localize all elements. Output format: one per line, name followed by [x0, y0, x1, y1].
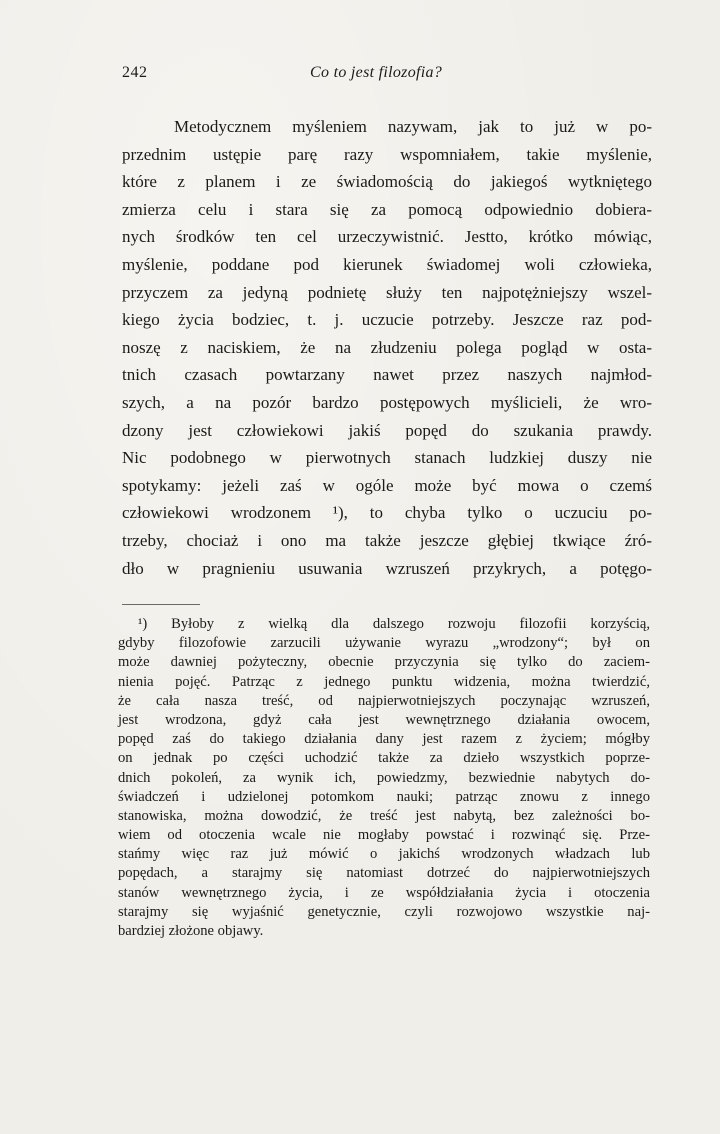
text-line: zmierza celu i stara się za pomocą odpowiednio dobiera- [122, 199, 652, 219]
footnote-line: stanowiska, można dowodzić, że treść jest nabytą, bez zależności bo- [118, 807, 650, 824]
footnote-line: on jednak po części uchodzić także za dzieło wszystkich poprze- [118, 750, 650, 767]
footnote-line: wiem od otoczenia wcale nie mogłaby powstać i rozwinąć się. Prze- [118, 827, 650, 844]
text-line: Metodycznem myśleniem nazywam, jak to już w po- [174, 117, 652, 136]
text-line: myślenie, poddane pod kierunek świadomej woli człowieka, [122, 254, 652, 274]
footnote-line: popęd zaś do takiego działania dany jest razem z życiem; mógłby [118, 731, 650, 748]
text-line: dzony jest człowiekowi jakiś popęd do szukania prawdy. [122, 420, 652, 440]
text-line: szych, a na pozór bardzo postępowych myślicieli, że wro- [122, 392, 652, 412]
footnote-line: ¹) Byłoby z wielką dla dalszego rozwoju filozofii korzyścią, [138, 616, 650, 632]
text-line: Nic podobnego w pierwotnych stanach ludzkiej duszy nie [122, 448, 652, 468]
text-line: dło w pragnieniu usuwania wzruszeń przykrych, a potęgo- [122, 558, 652, 578]
text-line: tnich czasach powtarzany nawet przez naszych najmłod- [122, 365, 652, 385]
text-line: spotykamy: jeżeli zaś w ogóle może być mowa o czemś [122, 475, 652, 495]
running-title: Co to jest filozofia? [310, 64, 443, 81]
footnote-line: świadczeń i udzielonej potomkom nauki; patrząc znowu z innego [118, 788, 650, 805]
footnote-line: gdyby filozofowie zarzucili używanie wyrazu „wrodzony“; był on [118, 635, 650, 652]
text-line: kiego życia bodziec, t. j. uczucie potrzeby. Jeszcze raz pod- [122, 310, 652, 330]
footnote [118, 615, 650, 941]
text-line: przednim ustępie parę razy wspomniałem, takie myślenie, [122, 144, 652, 164]
footnote-line: jest wrodzona, gdyż cała jest wewnętrznego działania owocem, [118, 711, 650, 728]
footnote-line: popędach, a starajmy się natomiast dotrzeć do najpierwotniejszych [118, 865, 650, 882]
footnote-line: bardziej złożone objawy. [118, 923, 264, 939]
footnote-line: może dawniej pożyteczny, obecnie przyczynia się tylko do zaciem- [118, 654, 650, 671]
footnote-line: stańmy więc raz już mówić o jakichś wrodzonych władzach lub [118, 846, 650, 863]
footnote-line: że cała nasza treść, od najpierwotniejszych poczynając wzruszeń, [118, 692, 650, 709]
footnote-line: dnich pokoleń, za wynik ich, powiedzmy, bezwiednie nabytych do- [118, 769, 650, 786]
text-line: przyczem za jedyną podnietę służy ten najpotężniejszy wszel- [122, 282, 652, 302]
text-line: nych środków ten cel urzeczywistnić. Jestto, krótko mówiąc, [122, 227, 652, 247]
footnote-line: stanów wewnętrznego życia, i ze współdziałania życia i otoczenia [118, 884, 650, 901]
text-line: które z planem i ze świadomością do jakiegoś wytkniętego [122, 172, 652, 192]
page-number: 242 [122, 64, 148, 81]
text-line: trzeby, chociaż i ono ma także jeszcze głębiej tkwiące źró- [122, 530, 652, 550]
footnote-line: nienia pojęć. Patrząc z jednego punktu widzenia, można twierdzić, [118, 673, 650, 690]
footnote-separator [122, 604, 200, 605]
text-line: człowiekowi wrodzonem ¹), to chyba tylko o uczuciu po- [122, 503, 652, 523]
page-header [122, 64, 602, 88]
footnote-line: starajmy się wyjaśnić genetycznie, czyli rozwojowo wszystkie naj- [118, 903, 650, 920]
text-line: noszę z naciskiem, że na złudzeniu polega pogląd w osta- [122, 337, 652, 357]
main-paragraph [122, 113, 652, 582]
